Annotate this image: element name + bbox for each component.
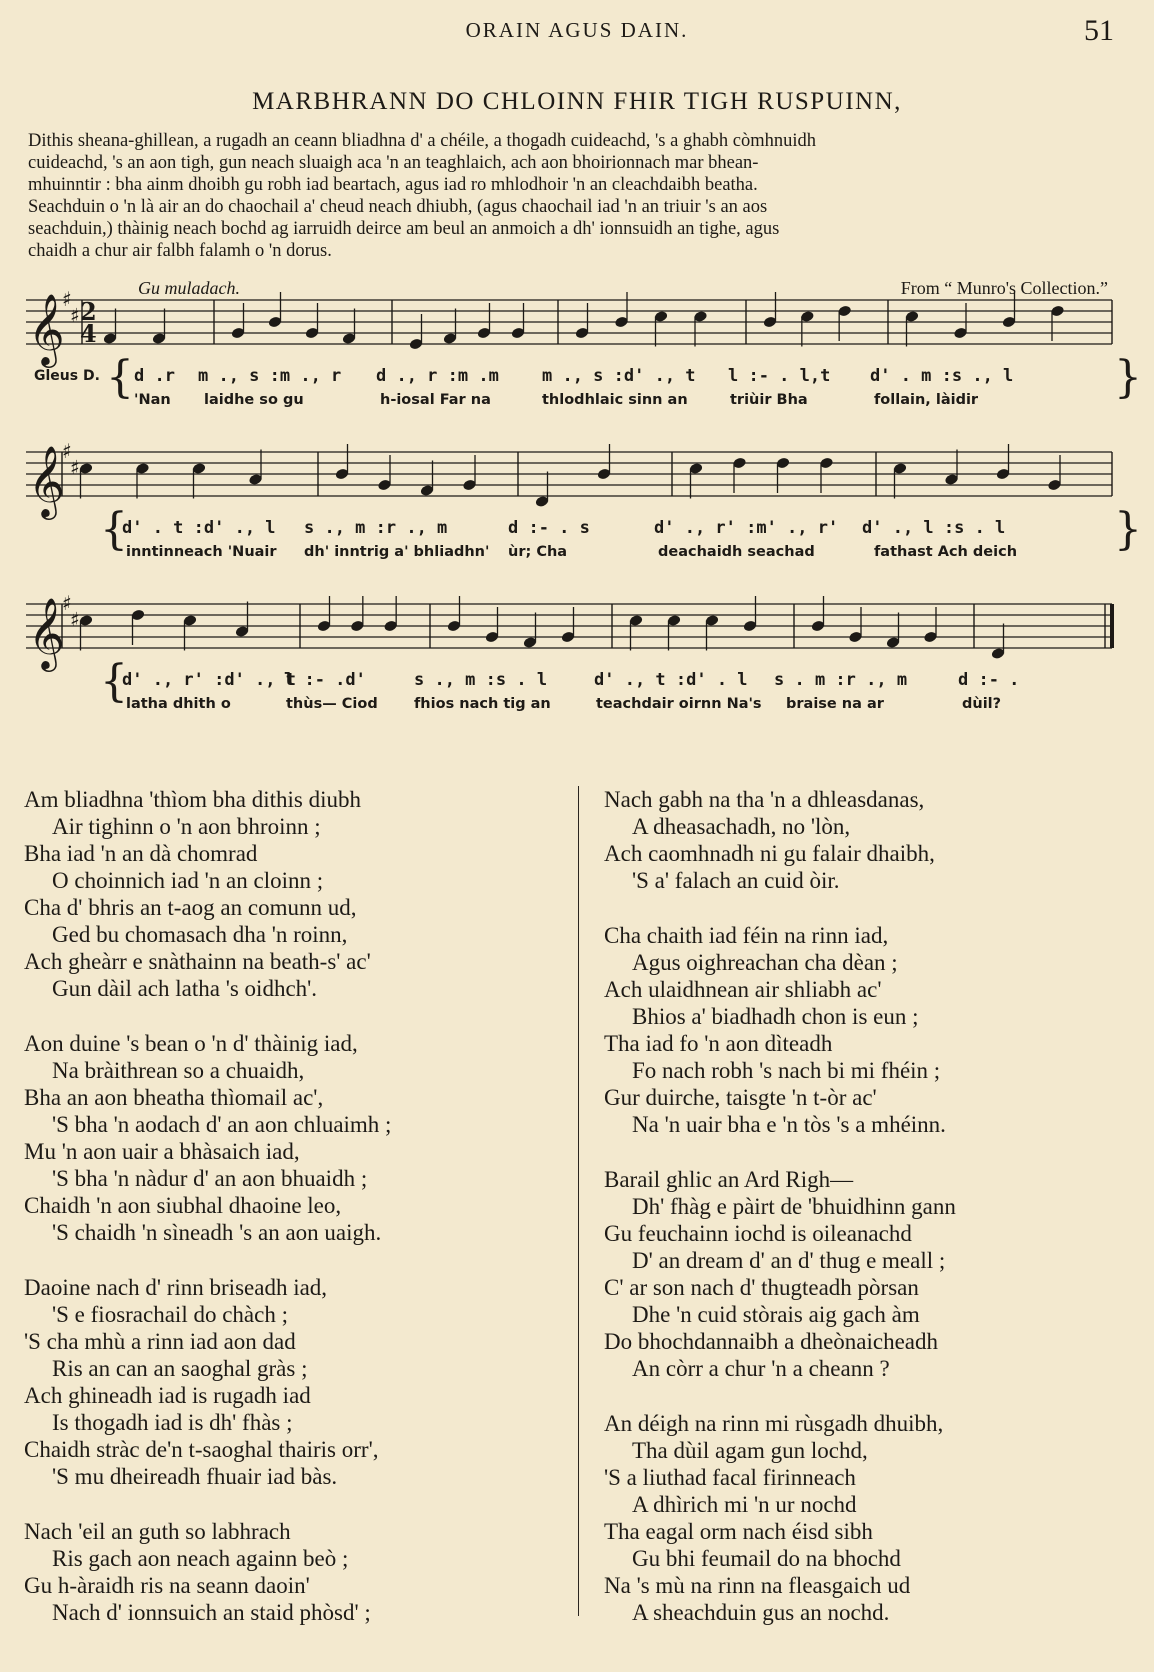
lyric-bar: fhios nach tig an xyxy=(414,696,551,712)
solfa-bar: d :- . xyxy=(958,670,1020,690)
stanza xyxy=(604,922,1144,1138)
verse-line: Na bràithrean so a chuaidh, xyxy=(52,1058,305,1083)
verse-line: Daoine nach d' rinn briseadh iad, xyxy=(24,1275,328,1300)
verse-line: Gun dàil ach latha 's oidhch'. xyxy=(52,976,318,1001)
verse-line: Gu h-àraidh ris na seann daoin' xyxy=(24,1573,310,1598)
sharp-icon: ♯ xyxy=(70,455,80,480)
stanza xyxy=(604,1166,1144,1382)
lyric-bar: 'Nan xyxy=(134,392,171,408)
music-staff xyxy=(22,288,1134,368)
solfa-bar: d .r xyxy=(134,366,175,386)
intro-paragraph xyxy=(28,130,1128,262)
lyrics-row xyxy=(22,696,1134,718)
verse-line: Na 'n uair bha e 'n tòs 's a mhéinn. xyxy=(632,1112,946,1137)
verse-line: Mu 'n aon uair a bhàsaich iad, xyxy=(24,1139,300,1164)
solfa-bar: s ., m :s . l xyxy=(414,670,548,690)
verse-line: Do bhochdannaibh a dheònaicheadh xyxy=(604,1329,939,1354)
solfa-bar: l :- . l,t xyxy=(728,366,831,386)
brace-left: { xyxy=(100,504,128,555)
verse-line: 'S e fiosrachail do chàch ; xyxy=(52,1302,288,1327)
stanza xyxy=(24,1030,564,1246)
tempo-marking: Gu muladach. xyxy=(138,278,240,298)
verse-line: Agus oighreachan cha dèan ; xyxy=(632,950,898,975)
poem-right-column xyxy=(604,786,1144,1654)
solfa-bar: d' ., r' :m' ., r' xyxy=(654,518,839,538)
lyric-bar: laidhe so gu xyxy=(204,392,304,408)
verse-line: An déigh na rinn mi rùsgadh dhuibh, xyxy=(604,1411,944,1436)
verse-line: Tha dùil agam gun lochd, xyxy=(632,1438,868,1463)
verse-line: Dh' fhàg e pàirt de 'bhuidhinn gann xyxy=(632,1194,956,1219)
poem-left-column xyxy=(24,786,564,1654)
verse-line: Cha d' bhris an t-aog an comunn ud, xyxy=(24,895,357,920)
verse-line: An còrr a chur 'n a cheann ? xyxy=(632,1356,890,1381)
lyrics-row xyxy=(22,392,1134,414)
verse-line: C' ar son nach d' thugteadh pòrsan xyxy=(604,1275,919,1300)
stanza xyxy=(24,1274,564,1490)
verse-line: Ach ulaidhnean air shliabh ac' xyxy=(604,977,882,1002)
verse-line: 'S a' falach an cuid òir. xyxy=(632,868,840,893)
verse-line: Nach gabh na tha 'n a dhleasdanas, xyxy=(604,787,925,812)
verse-line: Nach d' ionnsuich an staid phòsd' ; xyxy=(52,1600,371,1625)
brace-left: { xyxy=(100,656,128,707)
verse-line: 'S a liuthad facal firinneach xyxy=(604,1465,856,1490)
sharp-icon: ♯ xyxy=(70,303,80,328)
intro-line: chaidh a chur air falbh falamh o 'n dorus. xyxy=(28,241,332,261)
music-system-2 xyxy=(22,440,1142,570)
verse-line: Na 's mù na rinn na fleasgaich ud xyxy=(604,1573,911,1598)
solfa-bar: d' ., t :d' . l xyxy=(594,670,748,690)
verse-line: Am bliadhna 'thìom bha dithis diubh xyxy=(24,787,361,812)
sharp-icon: ♯ xyxy=(62,440,72,463)
verse-line: Tha iad fo 'n aon dìteadh xyxy=(604,1031,833,1056)
lyric-bar: deachaidh seachad xyxy=(658,544,815,560)
verse-line: Cha chaith iad féin na rinn iad, xyxy=(604,923,889,948)
intro-line: seachduin,) thàinig neach bochd ag iarruidh deirce am beul an anmoich a dh' ionnsuidh an tighe, agus xyxy=(28,219,780,239)
lyric-bar: h-iosal Far na xyxy=(380,392,491,408)
verse-line: Is thogadh iad is dh' fhàs ; xyxy=(52,1410,293,1435)
verse-line: Bha iad 'n an dà chomrad xyxy=(24,841,258,866)
page-number: 51 xyxy=(1084,14,1114,47)
lyric-bar: teachdair oirnn Na's xyxy=(596,696,762,712)
verse-line: Ach caomhnadh ni gu falair dhaibh, xyxy=(604,841,935,866)
intro-line: Dithis sheana-ghillean, a rugadh an ceann bliadhna d' a chéile, a thogadh cuideachd, 's a ghabh còmhnuidh xyxy=(28,131,817,151)
verse-line: Fo nach robh 's nach bi mi fhéin ; xyxy=(632,1058,941,1083)
verse-line: Aon duine 's bean o 'n d' thàinig iad, xyxy=(24,1031,358,1056)
verse-line: Bhios a' biadhadh chon is eun ; xyxy=(632,1004,919,1029)
lyric-bar: dh' inntrig a' bhliadhn' xyxy=(304,544,490,560)
treble-clef-icon: 𝄞 xyxy=(28,596,65,669)
solfa-bar: d' ., l :s . l xyxy=(862,518,1006,538)
verse-line: Ach gheàrr e snàthainn na beath-s' ac' xyxy=(24,949,371,974)
treble-clef-icon: 𝄞 xyxy=(28,292,65,365)
verse-line: Dhe 'n cuid stòrais aig gach àm xyxy=(632,1302,920,1327)
song-title: MARBHRANN DO CHLOINN FHIR TIGH RUSPUINN, xyxy=(252,88,902,115)
lyric-bar: latha dhith o xyxy=(126,696,231,712)
treble-clef-icon: 𝄞 xyxy=(28,444,65,517)
lyric-bar: ùr; Cha xyxy=(508,544,568,560)
verse-line: Ris gach aon neach againn beò ; xyxy=(52,1546,349,1571)
solfa-bar: m ., s :d' ., t xyxy=(542,366,696,386)
time-signature-bottom: 4 xyxy=(80,319,97,348)
verse-line: D' an dream d' an d' thug e meall ; xyxy=(632,1248,946,1273)
music-staff xyxy=(22,592,1134,672)
stanza xyxy=(24,1518,564,1626)
intro-line: Seachduin o 'n là air an do chaochail a' cheud neach dhiubh, (agus chaochail iad 'n an triuir 's an aos xyxy=(28,197,768,217)
lyric-bar: dùil? xyxy=(962,696,1002,712)
solfa-bar: d :- . s xyxy=(508,518,590,538)
lyric-bar: thùs— Ciod xyxy=(286,696,378,712)
verse-line: Ris an can an saoghal gràs ; xyxy=(52,1356,308,1381)
source-credit: From “ Munro's Collection.” xyxy=(900,278,1108,298)
lyric-bar: thlodhlaic sinn an xyxy=(542,392,688,408)
running-header: ORAIN AGUS DAIN. xyxy=(465,18,689,42)
solfa-row xyxy=(22,366,1134,390)
intro-line: mhuinntir : bha ainm dhoibh gu robh iad beartach, agus iad ro mhlodhoir 'n an cleachdaibh beatha. xyxy=(28,175,758,195)
verse-line: O choinnich iad 'n an cloinn ; xyxy=(52,868,324,893)
verse-line: 'S mu dheireadh fhuair iad bàs. xyxy=(52,1464,338,1489)
verse-line: Gu bhi feumail do na bhochd xyxy=(632,1546,901,1571)
solfa-bar: l :- .d' xyxy=(284,670,366,690)
brace-right: } xyxy=(1114,352,1142,403)
solfa-bar: d' . t :d' ., l xyxy=(122,518,276,538)
stanza xyxy=(604,786,1144,894)
solfa-row xyxy=(22,518,1134,542)
music-system-3 xyxy=(22,592,1134,722)
verse-line: A dheasachadh, no 'lòn, xyxy=(632,814,851,839)
verse-line: 'S bha 'n nàdur d' an aon bhuaidh ; xyxy=(52,1166,368,1191)
sharp-icon: ♯ xyxy=(62,592,72,615)
verse-line: Gur duirche, taisgte 'n t-òr ac' xyxy=(604,1085,877,1110)
lyric-bar: follain, làidir xyxy=(874,392,979,408)
time-signature-top: 2 xyxy=(80,297,97,326)
stanza xyxy=(24,786,564,1002)
verse-line: Air tighinn o 'n aon bhroinn ; xyxy=(52,814,321,839)
lyric-bar: inntinneach 'Nuair xyxy=(126,544,277,560)
solfa-bar: s ., m :r ., m xyxy=(304,518,448,538)
solfa-bar: d' . m :s ., l xyxy=(870,366,1014,386)
lyric-bar: triùir Bha xyxy=(730,392,808,408)
verse-line: Ach ghineadh iad is rugadh iad xyxy=(24,1383,311,1408)
sharp-icon: ♯ xyxy=(70,607,80,632)
verse-line: A sheachduin gus an nochd. xyxy=(632,1600,890,1625)
stanza xyxy=(604,1410,1144,1626)
verse-line: 'S bha 'n aodach d' an aon chluaimh ; xyxy=(52,1112,392,1137)
brace-right: } xyxy=(1114,504,1142,555)
verse-line: 'S cha mhù a rinn iad aon dad xyxy=(24,1329,296,1354)
solfa-bar: d ., r :m .m xyxy=(376,366,499,386)
music-staff xyxy=(22,440,1134,520)
verse-line: Barail ghlic an Ard Righ— xyxy=(604,1167,854,1192)
verse-line: A dhìrich mi 'n ur nochd xyxy=(632,1492,857,1517)
solfa-bar: d' ., r' :d' ., t xyxy=(122,670,296,690)
verse-line: 'S chaidh 'n sìneadh 's an aon uaigh. xyxy=(52,1220,382,1245)
music-system-1 xyxy=(22,288,1142,418)
verse-line: Ged bu chomasach dha 'n roinn, xyxy=(52,922,348,947)
key-label: Gleus D. xyxy=(34,368,100,384)
sharp-icon: ♯ xyxy=(62,288,72,311)
lyric-bar: braise na ar xyxy=(786,696,884,712)
verse-line: Chaidh 'n aon siubhal dhaoine leo, xyxy=(24,1193,342,1218)
lyrics-row xyxy=(22,544,1134,566)
intro-line: cuideachd, 's an aon tigh, gun neach sluaigh aca 'n an teaghlaich, ach aon bhoirionnach mar bhean- xyxy=(28,153,759,173)
verse-line: Tha eagal orm nach éisd sibh xyxy=(604,1519,873,1544)
solfa-bar: s . m :r ., m xyxy=(774,670,908,690)
brace-left: { xyxy=(106,352,134,403)
verse-line: Gu feuchainn iochd is oileanachd xyxy=(604,1221,912,1246)
lyric-bar: fathast Ach deich xyxy=(874,544,1018,560)
verse-line: Nach 'eil an guth so labhrach xyxy=(24,1519,291,1544)
solfa-row xyxy=(22,670,1134,694)
verse-line: Chaidh stràc de'n t-saoghal thairis orr', xyxy=(24,1437,379,1462)
column-divider xyxy=(578,786,579,1616)
solfa-bar: m ., s :m ., r xyxy=(198,366,342,386)
verse-line: Bha an aon bheatha thìomail ac', xyxy=(24,1085,324,1110)
